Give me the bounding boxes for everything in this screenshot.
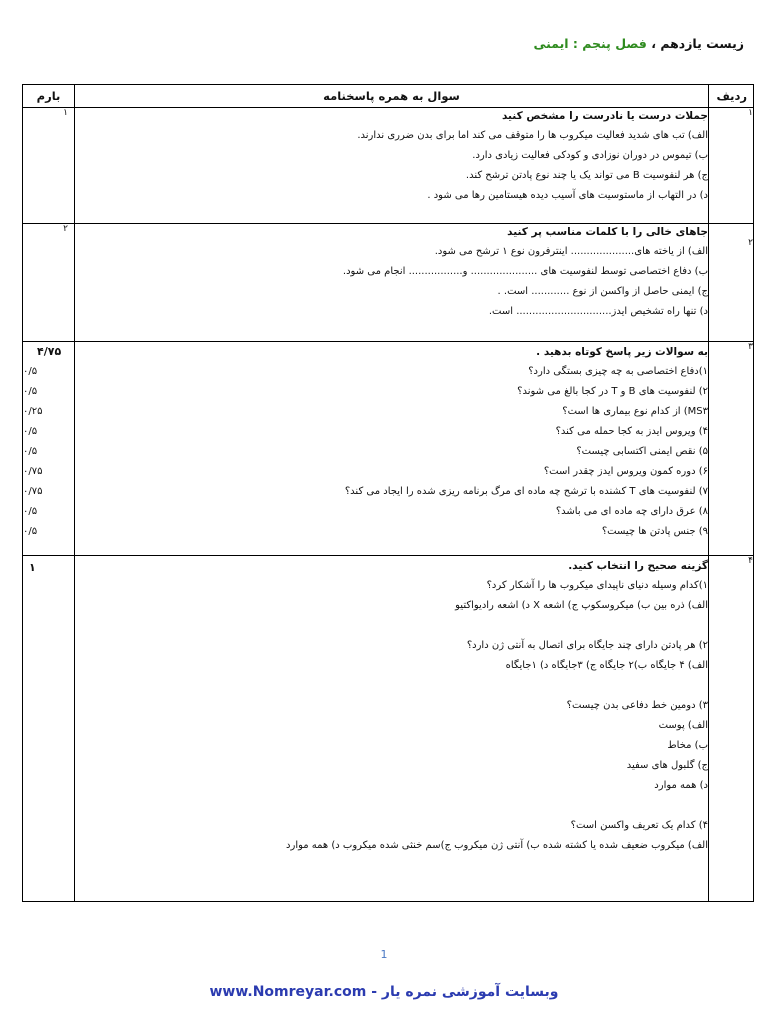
question-line: د) در التهاب از ماستوسیت های آسیب دیده هیستامین رها می شود . bbox=[427, 190, 708, 201]
question-line: ب) دفاع اختصاصی توسط لنفوسیت های ..................... و................. انجام می شود. bbox=[342, 266, 708, 277]
question-line: ۵) نقص ایمنی اکتسابی چیست؟ bbox=[576, 446, 708, 457]
option-line: د) همه موارد bbox=[654, 780, 708, 791]
page-number: 1 bbox=[380, 948, 388, 961]
question-line: ۴) ویروس ایدز به کجا حمله می کند؟ bbox=[555, 426, 708, 437]
question-line: ۸) عرق دارای چه ماده ای می باشد؟ bbox=[555, 506, 708, 517]
score-cell-4 bbox=[23, 556, 75, 902]
score-value: ۲ bbox=[63, 224, 68, 234]
subject-title: زیست یازدهم ، bbox=[651, 36, 744, 51]
question-row-3 bbox=[23, 342, 754, 556]
question-cell-2 bbox=[75, 224, 709, 342]
question-line: ۲) لنفوسیت های B و T در کجا بالغ می شوند؟ bbox=[517, 386, 708, 397]
score-value: ۰/۵ bbox=[23, 366, 38, 377]
row-number-2: ۲ bbox=[709, 224, 754, 342]
question-line: ج) ایمنی حاصل از واکسن از نوع ............ است. . bbox=[497, 286, 708, 297]
header-score: بارم bbox=[23, 85, 75, 108]
score-cell-3 bbox=[23, 342, 75, 556]
option-line: الف) ذره بین ب) میکروسکوپ ج) اشعه X د) اشعه رادیواکتیو bbox=[455, 600, 708, 611]
score-total: ۱ bbox=[29, 561, 36, 574]
question-line: MS۳) از کدام نوع بیماری ها است؟ bbox=[562, 406, 708, 417]
score-value: ۰/۲۵ bbox=[23, 406, 43, 417]
question-row-4 bbox=[23, 556, 754, 902]
exam-table bbox=[22, 84, 754, 902]
option-line: ب) مخاط bbox=[667, 740, 708, 751]
score-value: ۰/۵ bbox=[23, 446, 38, 457]
score-value: ۰/۵ bbox=[23, 526, 38, 537]
question-line: ۴) کدام یک تعریف واکسن است؟ bbox=[570, 820, 708, 831]
question-row-2 bbox=[23, 224, 754, 342]
score-value: ۰/۵ bbox=[23, 386, 38, 397]
question-line: ۹) جنس پادتن ها چیست؟ bbox=[601, 526, 708, 537]
question-line: د) تنها راه تشخیص ایدز.............................. است. bbox=[488, 306, 708, 317]
question-cell-3 bbox=[75, 342, 709, 556]
question-cell-4 bbox=[75, 556, 709, 902]
score-cell-1 bbox=[23, 108, 75, 224]
option-line: الف) میکروب ضعیف شده یا کشته شده ب) آنتی ژن میکروب ج)سم خنثی شده میکروب د) همه موارد bbox=[286, 840, 708, 851]
question-cell-1 bbox=[75, 108, 709, 224]
row-number-4: ۴ bbox=[709, 556, 754, 902]
question-title: جاهای خالی را با کلمات مناسب پر کنید bbox=[507, 226, 708, 238]
question-title: گزینه صحیح را انتخاب کنید. bbox=[568, 560, 708, 572]
table-header-row bbox=[23, 85, 754, 108]
question-line: ۳) دومین خط دفاعی بدن چیست؟ bbox=[566, 700, 708, 711]
question-line: ۶) دوره کمون ویروس ایدز چقدر است؟ bbox=[543, 466, 708, 477]
question-line: الف) از یاخته های.................... اینترفرون نوع ۱ ترشح می شود. bbox=[434, 246, 708, 257]
question-line: ۲) هر پادتن دارای چند جایگاه برای اتصال به آنتی ژن دارد؟ bbox=[466, 640, 708, 651]
score-value: ۰/۷۵ bbox=[23, 466, 43, 477]
header-question: سوال به همره پاسخنامه bbox=[75, 85, 709, 108]
score-value: ۰/۵ bbox=[23, 426, 38, 437]
row-number-1: ۱ bbox=[709, 108, 754, 224]
question-line: ب) تیموس در دوران نوزادی و کودکی فعالیت زیادی دارد. bbox=[472, 150, 708, 161]
question-line: ج) هر لنفوسیت B می تواند یک یا چند نوع پادتن ترشح کند. bbox=[465, 170, 708, 181]
score-value: ۱ bbox=[63, 108, 68, 118]
question-row-1 bbox=[23, 108, 754, 224]
chapter-title: فصل پنجم : ایمنی bbox=[533, 36, 647, 51]
option-line: الف) ۴ جایگاه ب)۲ جایگاه ج) ۳جایگاه د) ۱جایگاه bbox=[505, 660, 708, 671]
score-cell-2 bbox=[23, 224, 75, 342]
score-value: ۰/۵ bbox=[23, 506, 38, 517]
row-number-3: ۳ bbox=[709, 342, 754, 556]
question-line: ۱)کدام وسیله دنیای ناپیدای میکروب ها را آشکار کرد؟ bbox=[486, 580, 708, 591]
header-row-number: ردیف bbox=[709, 85, 754, 108]
score-value: ۰/۷۵ bbox=[23, 486, 43, 497]
question-title: جملات درست یا نادرست را مشخص کنید bbox=[501, 110, 708, 122]
option-line: ج) گلبول های سفید bbox=[626, 760, 708, 771]
option-line: الف) پوست bbox=[658, 720, 708, 731]
question-line: ۱)دفاع اختصاصی به چه چیزی بستگی دارد؟ bbox=[528, 366, 708, 377]
page-title bbox=[533, 36, 744, 51]
footer-site-link[interactable]: وبسایت آموزشی نمره یار - www.Nomreyar.com bbox=[209, 984, 559, 1000]
question-line: ۷) لنفوسیت های T کشنده با ترشح چه ماده ای مرگ برنامه ریزی شده را ایجاد می کند؟ bbox=[344, 486, 708, 497]
question-line: الف) تب های شدید فعالیت میکروب ها را متوقف می کند اما برای بدن ضرری ندارند. bbox=[357, 130, 708, 141]
score-total: ۴/۷۵ bbox=[37, 345, 62, 358]
question-title: به سوالات زیر پاسخ کوتاه بدهید . bbox=[536, 346, 708, 358]
